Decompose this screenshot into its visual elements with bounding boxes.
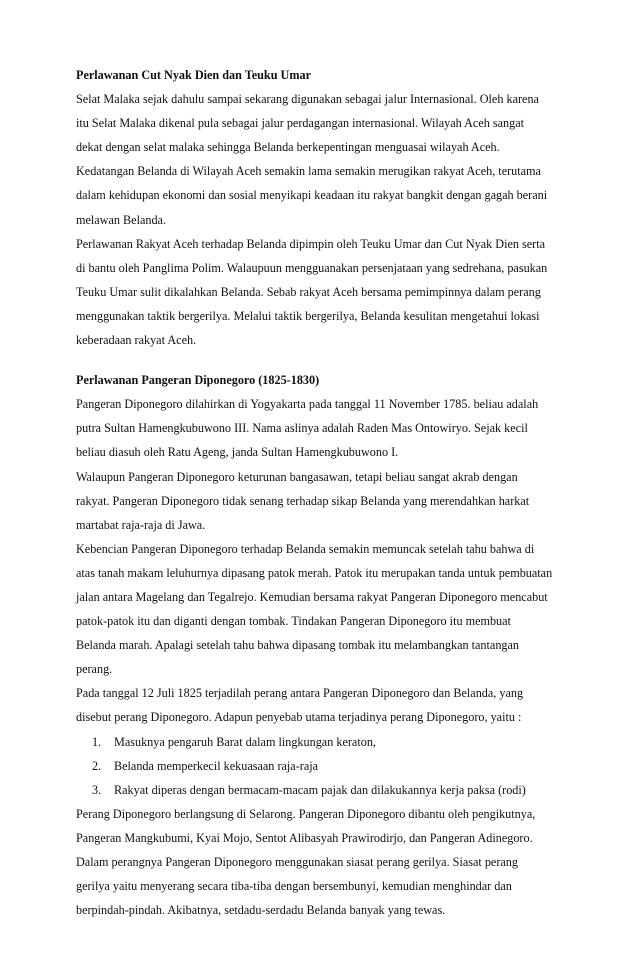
paragraph-line: putra Sultan Hamengkubuwono III. Nama aslinya adalah Raden Mas Ontowiryo. Sejak kecil [76, 421, 528, 436]
list-item-number: 3. [92, 782, 102, 797]
paragraph-line: Pangeran Mangkubumi, Kyai Mojo, Sentot Alibasyah Prawirodirjo, dan Pangeran Adinegoro. [76, 830, 533, 845]
list-item [76, 730, 576, 754]
document-page [76, 63, 576, 922]
paragraph-line: gerilya yaitu menyerang secara tiba-tiba dengan bersembunyi, kemudian menghindar dan [76, 879, 512, 894]
paragraph-line: Pangeran Diponegoro dilahirkan di Yogyakarta pada tanggal 11 November 1785. beliau adalah [76, 397, 539, 412]
paragraph-line: patok-patok itu dan diganti dengan tombak. Tindakan Pangeran Diponegoro itu membuat [76, 614, 511, 629]
paragraph-line: Walaupun Pangeran Diponegoro keturunan bangasawan, tetapi beliau sangat akrab dengan [76, 469, 518, 484]
paragraph-line: beliau diasuh oleh Ratu Ageng, janda Sultan Hamengkubuwono I. [76, 445, 399, 460]
paragraph-line: Pada tanggal 12 Juli 1825 terjadilah perang antara Pangeran Diponegoro dan Belanda, yang [76, 686, 524, 701]
list-item [76, 754, 576, 778]
paragraph-line: Belanda marah. Apalagi setelah tahu bahwa dipasang tombak itu melambangkan tantangan [76, 638, 520, 653]
paragraph-line: Dalam perangnya Pangeran Diponegoro menggunakan siasat perang gerilya. Siasat perang [76, 855, 518, 869]
list-item-text: Belanda memperkecil kekuasaan raja-raja [114, 758, 319, 773]
paragraph-line: Teuku Umar sulit dikalahkan Belanda. Sebab rakyat Aceh bersama pemimpinnya dalam perang [76, 284, 541, 299]
paragraph-line: atas tanah makam leluhurnya dipasang patok merah. Patok itu merupakan tanda untuk pembuatan [76, 565, 553, 580]
paragraph-line: berpindah-pindah. Akibatnya, setdadu-serdadu Belanda banyak yang tewas. [76, 903, 446, 918]
section-aceh [76, 63, 576, 352]
section-heading-aceh: Perlawanan Cut Nyak Dien dan Teuku Umar [76, 68, 311, 82]
cause-list [76, 730, 576, 802]
section-diponegoro [76, 368, 576, 922]
section-spacer [76, 352, 576, 368]
list-item [76, 778, 576, 802]
paragraph-line: Kedatangan Belanda di Wilayah Aceh semakin lama semakin merugikan rakyat Aceh, terutama [76, 164, 541, 179]
paragraph-line: perang. [76, 662, 113, 677]
list-item-text: Masuknya pengaruh Barat dalam lingkungan keraton, [114, 734, 376, 749]
paragraph-line: rakyat. Pangeran Diponegoro tidak senang terhadap sikap Belanda yang merendahkan harkat [76, 493, 530, 508]
paragraph-line: disebut perang Diponegoro. Adapun penyebab utama terjadinya perang Diponegoro, yaitu : [76, 710, 522, 725]
paragraph-line: Perlawanan Rakyat Aceh terhadap Belanda dipimpin oleh Teuku Umar dan Cut Nyak Dien serta [76, 236, 546, 251]
paragraph-line: dalam kehidupan ekonomi dan sosial menyikapi keadaan itu rakyat bangkit dengan gagah berani [76, 188, 548, 203]
paragraph-line: dekat dengan selat malaka sehingga Belanda berkepentingan menguasai wilayah Aceh. [76, 140, 500, 155]
paragraph-line: jalan antara Magelang dan Tegalrejo. Kemudian bersama rakyat Pangeran Diponegoro mencabut [76, 589, 548, 604]
paragraph-line: menggunakan taktik bergerilya. Melalui taktik bergerilya, Belanda kesulitan mengetahui lokasi [76, 308, 540, 323]
paragraph-line: Selat Malaka sejak dahulu sampai sekarang digunakan sebagai jalur Internasional. Oleh karena [76, 92, 539, 107]
paragraph-line: melawan Belanda. [76, 212, 167, 227]
paragraph-line: Perang Diponegoro berlangsung di Selarong. Pangeran Diponegoro dibantu oleh pengikutnya, [76, 806, 536, 821]
section-heading-diponegoro: Perlawanan Pangeran Diponegoro (1825-1830) [76, 373, 320, 388]
paragraph-line: Kebencian Pangeran Diponegoro terhadap Belanda semakin memuncak setelah tahu bahwa di [76, 541, 535, 556]
list-item-number: 1. [92, 734, 102, 749]
paragraph-line: di bantu oleh Panglima Polim. Walaupuun mengguanakan persenjataan yang sedrehana, pasukan [76, 260, 548, 275]
list-item-text: Rakyat diperas dengan bermacam-macam pajak dan dilakukannya kerja paksa (rodi) [114, 782, 526, 797]
paragraph-line: itu Selat Malaka dikenal pula sebagai jalur perdagangan internasional. Wilayah Aceh sangat [76, 116, 525, 131]
paragraph-line: martabat raja-raja di Jawa. [76, 517, 206, 532]
paragraph-line: keberadaan rakyat Aceh. [76, 333, 197, 348]
list-item-number: 2. [92, 758, 102, 773]
